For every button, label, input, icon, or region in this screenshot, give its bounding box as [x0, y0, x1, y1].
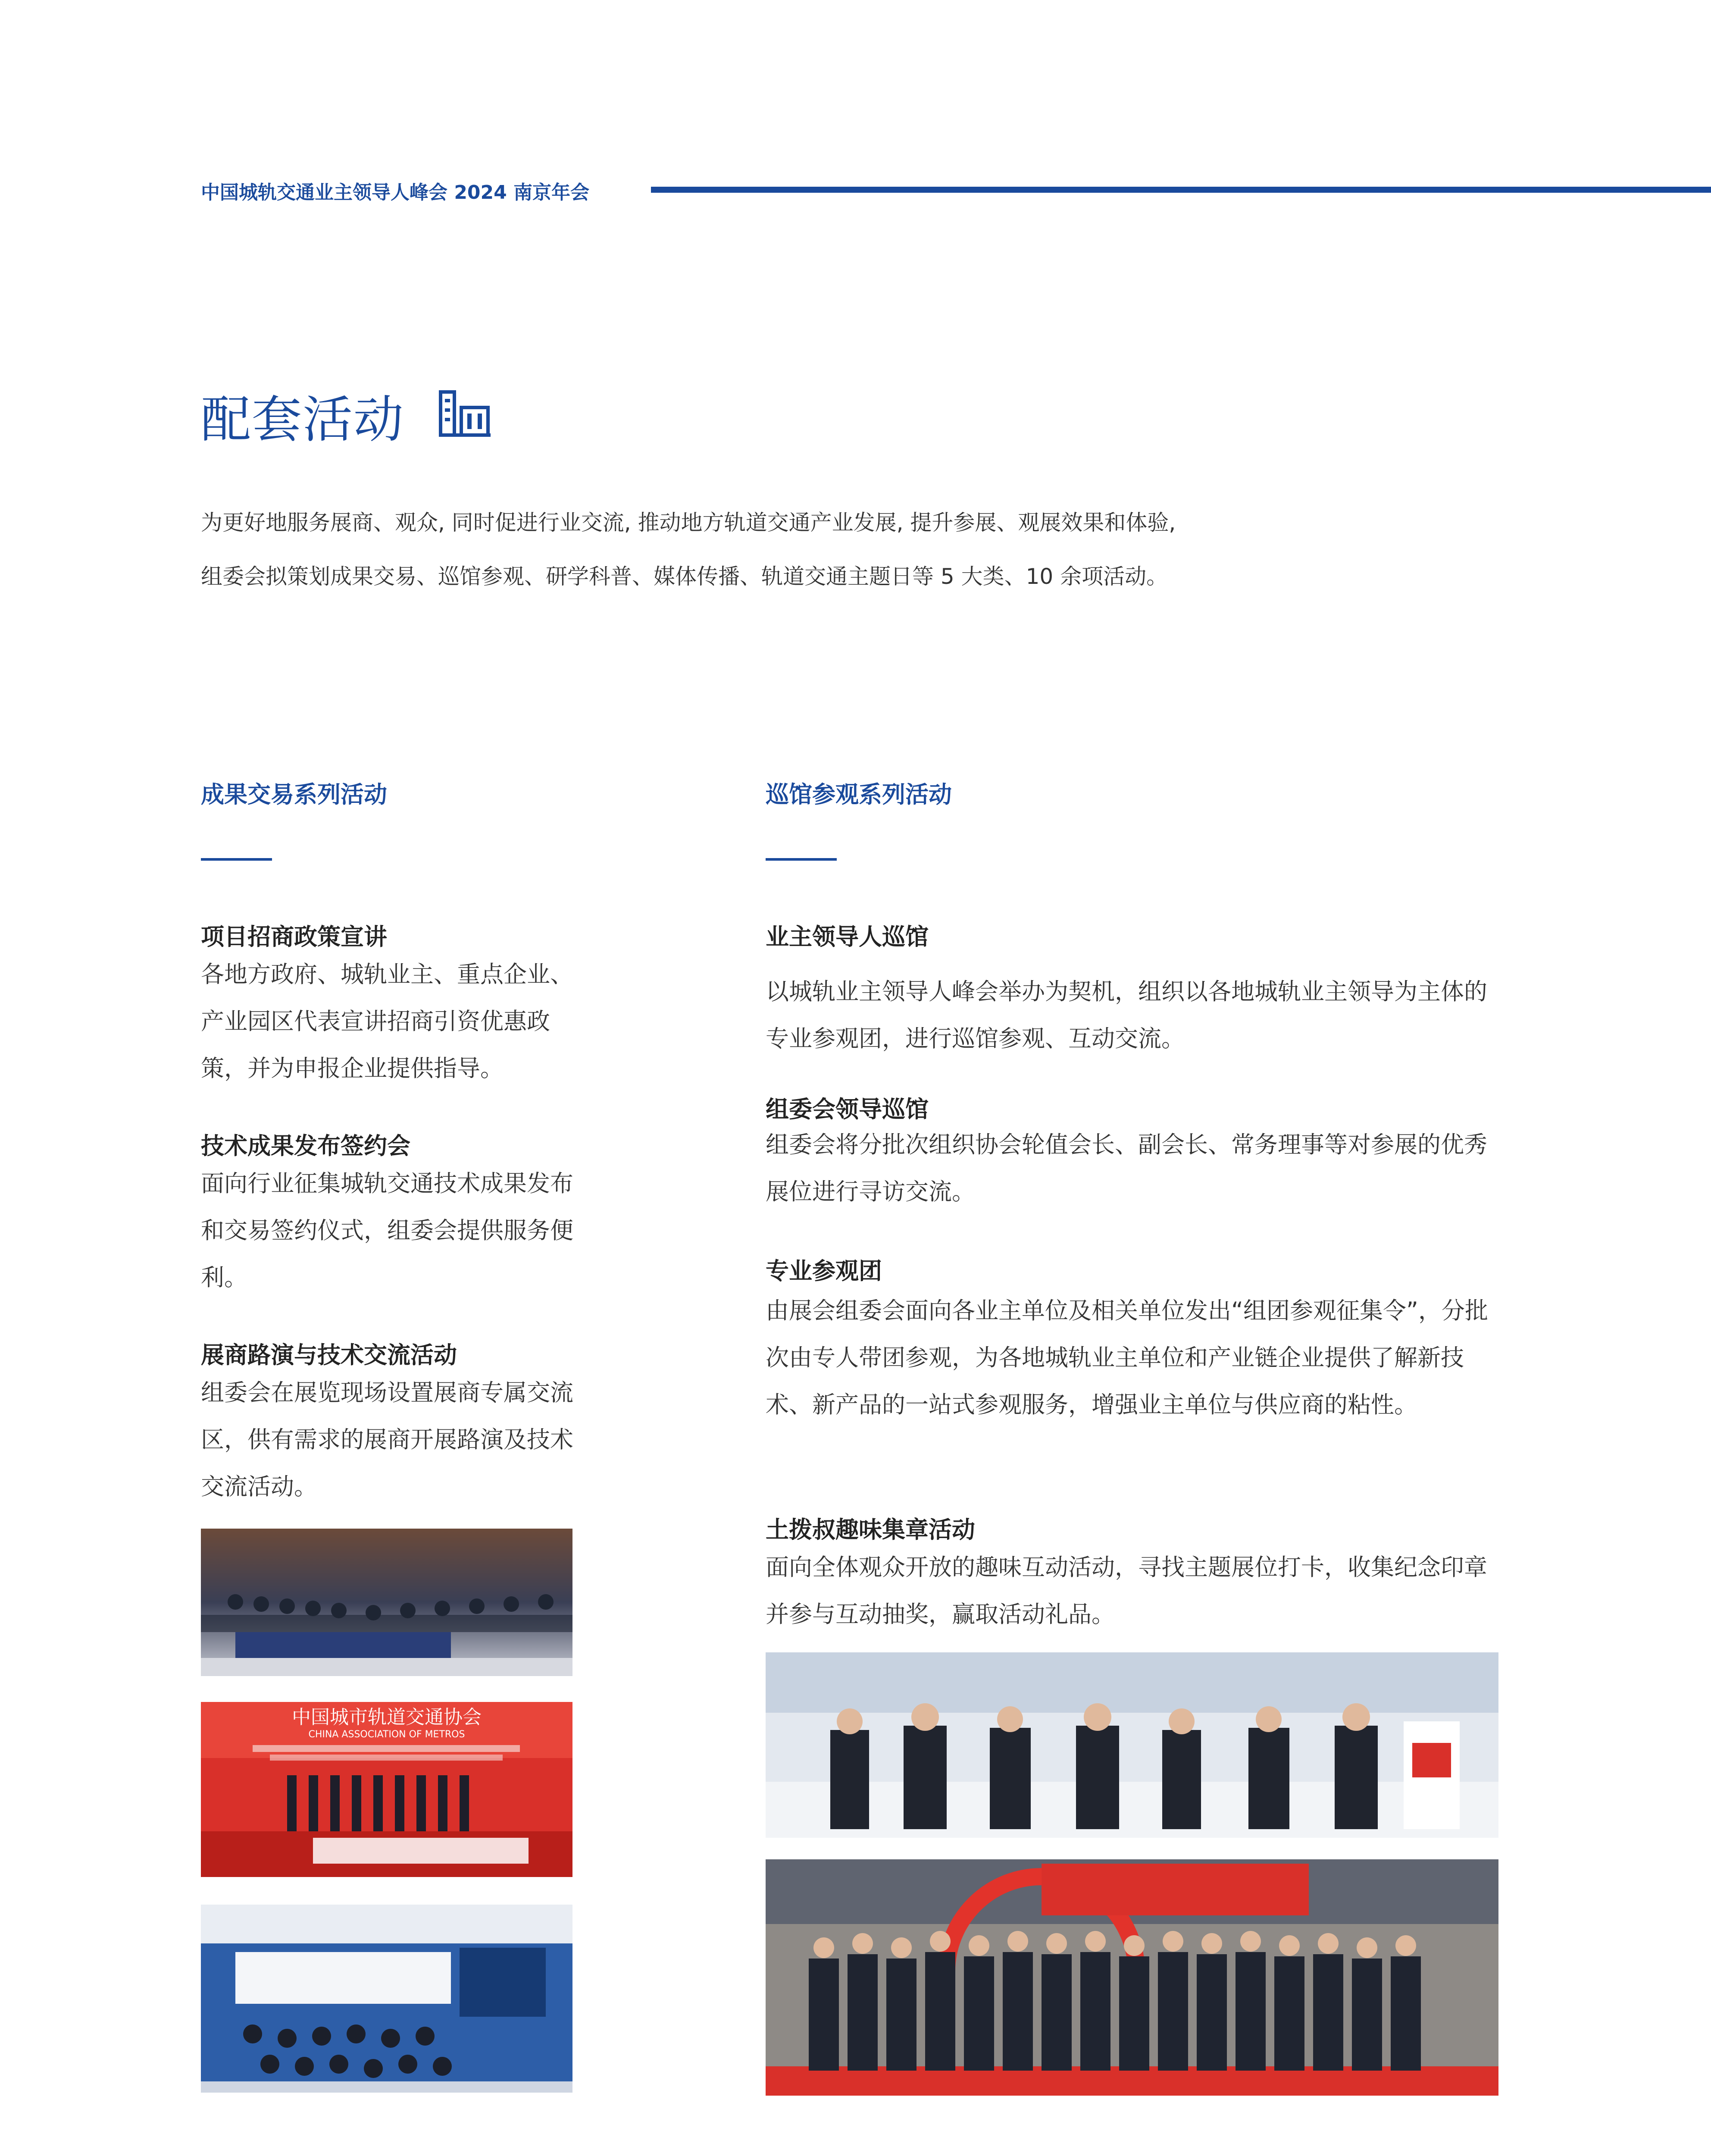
item-body-owner-leader-tour: 以城轨业主领导人峰会举办为契机，组织以各地城轨业主领导为主体的专业参观团，进行巡馆参观、互动交流。	[766, 978, 1487, 1052]
banner-association-cn: 中国城市轨道交通协会	[292, 1706, 482, 1728]
item-title-committee-tour: 组委会领导巡馆	[766, 1096, 929, 1123]
item-title-stamp-collection: 土拨叔趣味集章活动	[766, 1516, 975, 1543]
item-title-professional-group: 专业参观团	[766, 1257, 882, 1285]
left-column-heading: 成果交易系列活动	[201, 781, 387, 808]
item-title-tech-release: 技术成果发布签约会	[201, 1132, 410, 1159]
item-body-tech-release: 面向行业征集城轨交通技术成果发布和交易签约仪式，组委会提供服务便利。	[201, 1170, 573, 1291]
item-title-roadshow: 展商路演与技术交流活动	[201, 1341, 457, 1369]
right-column-heading: 巡馆参观系列活动	[766, 781, 952, 808]
banner-association-en: CHINA ASSOCIATION OF METROS	[308, 1729, 465, 1740]
intro-line-1: 为更好地服务展商、观众, 同时促进行业交流, 推动地方轨道交通产业发展, 提升参展、观展效果和体验,	[201, 510, 1176, 535]
building-icon	[439, 390, 491, 438]
intro-paragraph	[201, 496, 1537, 604]
running-header: 中国城轨交通业主领导人峰会 2024 南京年会	[201, 182, 590, 204]
photo-group	[766, 1859, 1498, 2096]
item-title-investment-policy: 项目招商政策宣讲	[201, 923, 387, 950]
intro-line-2: 组委会拟策划成果交易、巡馆参观、研学科普、媒体传播、轨道交通主题日等 5 大类、10 余项活动。	[201, 564, 1168, 589]
item-title-owner-leader-tour: 业主领导人巡馆	[766, 923, 929, 950]
photo-exhibition-roadshow	[201, 1905, 572, 2093]
item-body-investment-policy: 各地方政府、城轨业主、重点企业、产业园区代表宣讲招商引资优惠政策，并为申报企业提供指导。	[201, 961, 573, 1082]
photo-signing-ceremony	[201, 1702, 572, 1877]
left-column-rule	[201, 858, 272, 861]
header-rule	[651, 187, 1711, 193]
page-title: 配套活动	[201, 391, 404, 449]
item-body-committee-tour: 组委会将分批次组织协会轮值会长、副会长、常务理事等对参展的优秀展位进行寻访交流。	[766, 1131, 1487, 1205]
photo-policy-conference	[201, 1529, 572, 1676]
photo-booth-visit	[766, 1652, 1498, 1838]
item-body-professional-group: 由展会组委会面向各业主单位及相关单位发出“组团参观征集令”，分批次由专人带团参观，为各地城轨业主单位和产业链企业提供了解新技术、新产品的一站式参观服务，增强业主单位与供应商的粘性。	[766, 1297, 1488, 1418]
right-column-rule	[766, 858, 837, 861]
item-body-stamp-collection: 面向全体观众开放的趣味互动活动，寻找主题展位打卡，收集纪念印章并参与互动抽奖，赢取活动礼品。	[766, 1554, 1487, 1628]
item-body-roadshow: 组委会在展览现场设置展商专属交流区，供有需求的展商开展路演及技术交流活动。	[201, 1379, 573, 1500]
